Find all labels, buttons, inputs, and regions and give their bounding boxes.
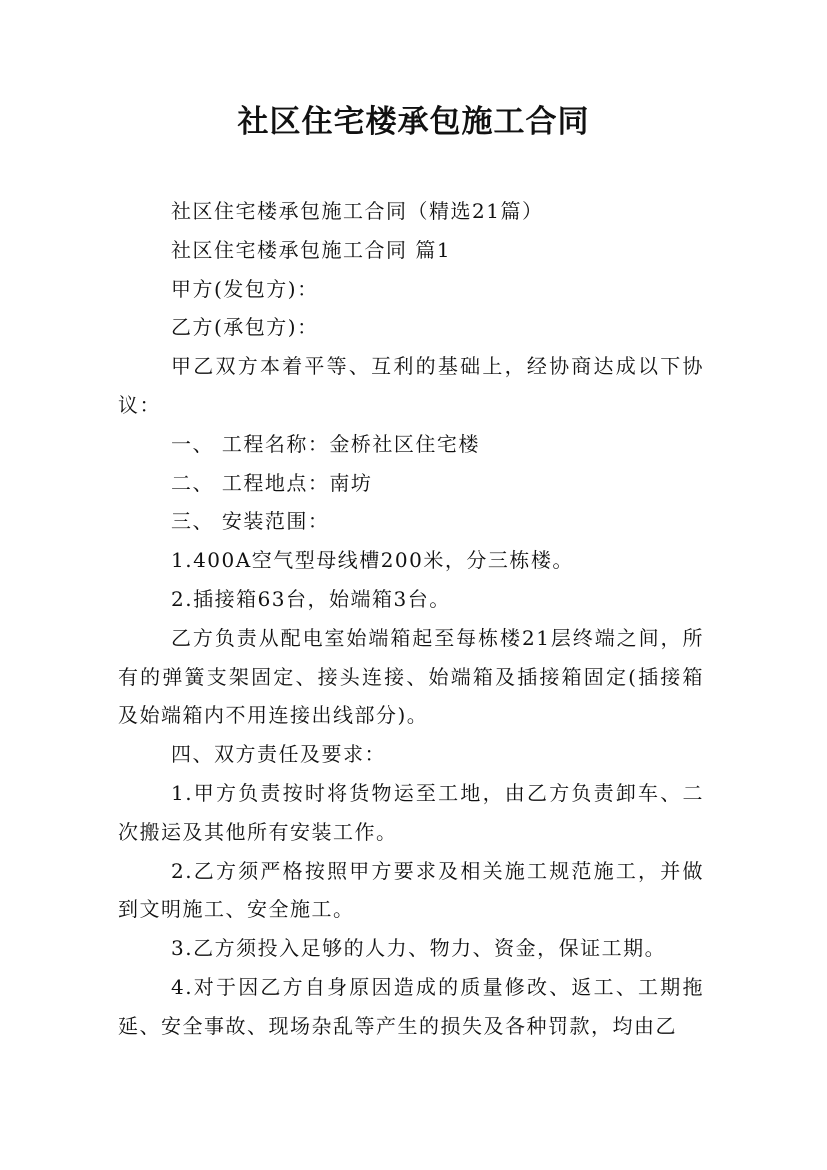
paragraph-subtitle: 社区住宅楼承包施工合同（精选21篇） bbox=[171, 199, 544, 223]
paragraph-project-location: 二、 工程地点：南坊 bbox=[171, 470, 373, 495]
paragraph-project-name: 一、 工程名称：金桥社区住宅楼 bbox=[171, 431, 480, 456]
paragraph-responsibility-3: 3.乙方须投入足够的人力、物力、资金，保证工期。 bbox=[171, 936, 667, 961]
paragraph-responsibility-1: 1.甲方负责按时将货物运至工地，由乙方负责卸车、二次搬运及其他所有安装工作。 bbox=[118, 780, 704, 844]
paragraph-scope-item-2: 2.插接箱63台，始端箱3台。 bbox=[171, 586, 451, 611]
document-body bbox=[118, 192, 704, 1046]
paragraph-section-heading: 社区住宅楼承包施工合同 篇1 bbox=[171, 237, 452, 262]
paragraph-party-a: 甲方(发包方)： bbox=[171, 276, 319, 301]
paragraph-responsibility-2: 2.乙方须严格按照甲方要求及相关施工规范施工，并做到文明施工、安全施工。 bbox=[118, 858, 704, 922]
paragraph-agreement-intro: 甲乙双方本着平等、互利的基础上，经协商达成以下协议： bbox=[118, 354, 704, 417]
paragraph-responsibility-4: 4.对于因乙方自身原因造成的质量修改、返工、工期拖延、安全事故、现场杂乱等产生的损失及各种罚款，均由乙 bbox=[118, 974, 704, 1038]
paragraph-scope-item-1: 1.400A空气型母线槽200米，分三栋楼。 bbox=[171, 548, 574, 573]
paragraph-installation-scope: 三、 安装范围： bbox=[171, 509, 330, 534]
document-title: 社区住宅楼承包施工合同 bbox=[237, 104, 590, 140]
paragraph-party-b-scope: 乙方负责从配电室始端箱起至每栋楼21层终端之间，所有的弹簧支架固定、接头连接、始端箱及插接箱固定(插接箱及始端箱内不用连接出线部分)。 bbox=[118, 625, 704, 728]
paragraph-responsibilities-heading: 四、双方责任及要求： bbox=[171, 742, 386, 767]
paragraph-party-b: 乙方(承包方)： bbox=[171, 315, 319, 340]
